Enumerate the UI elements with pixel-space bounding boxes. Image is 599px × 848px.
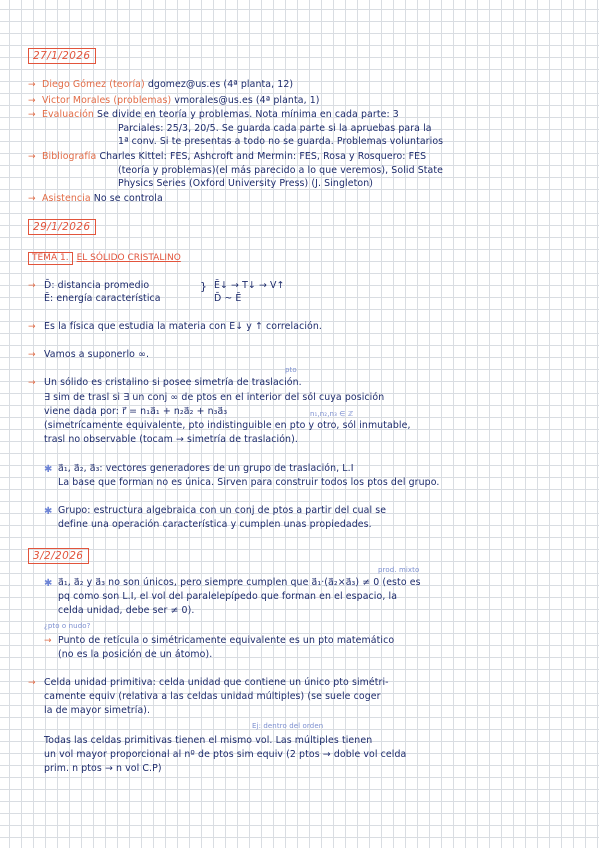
- bibliography-line: (teoría y problemas)(el más parecido a lo que veremos), Solid State: [118, 165, 444, 176]
- arrow-icon: →: [28, 152, 36, 162]
- note-line: Vamos a suponerlo ∞.: [44, 349, 150, 360]
- arrow-icon: →: [28, 96, 36, 106]
- bullet-icon: ✱: [44, 578, 53, 589]
- intro-line: [42, 194, 163, 205]
- arrow-icon: →: [28, 194, 36, 204]
- attendance-text: No se controla: [93, 193, 163, 204]
- evaluation-label: Evaluación: [42, 109, 94, 120]
- date-label: 27/1/2026: [28, 48, 96, 64]
- brace-icon: }: [200, 280, 208, 293]
- note-line: D̄: distancia promedio: [44, 280, 150, 291]
- intro-line: [42, 80, 293, 91]
- teacher-theory-contact: dgomez@us.es (4ª planta, 12): [147, 79, 294, 90]
- note-line: la de mayor simetría).: [44, 705, 151, 716]
- bullet-icon: ✱: [44, 506, 53, 517]
- bibliography-line: Physics Series (Oxford University Press) (J. Singleton): [118, 178, 373, 189]
- intro-line: [42, 152, 426, 163]
- note-line: viene dada por: r⃗ = n₁a⃗₁ + n₂a⃗₂ + n₃a⃗₃: [44, 406, 228, 417]
- annotation: n₁,n₂,n₃ ∈ ℤ: [310, 410, 354, 418]
- note-line: Grupo: estructura algebraica con un conj de ptos a partir del cual se: [58, 505, 387, 516]
- date-label: 3/2/2026: [28, 548, 89, 564]
- evaluation-text: Se divide en teoría y problemas. Nota mínima en cada parte: 3: [97, 109, 399, 120]
- note-line: Ē↓ → T↓ → V↑: [214, 280, 285, 291]
- note-line: Punto de retícula o simétricamente equivalente es un pto matemático: [58, 635, 395, 646]
- note-line: camente equiv (relativa a las celdas unidad múltiples) (se suele coger: [44, 691, 381, 702]
- note-line: a⃗₁, a⃗₂, a⃗₃: vectores generadores de un grupo de traslación, L.I: [58, 463, 354, 474]
- annotation: prod. mixto: [378, 566, 420, 574]
- topic-number: TEMA 1.: [28, 252, 73, 265]
- bibliography-text: Charles Kittel: FES, Ashcroft and Mermin: FES, Rosa y Rosquero: FES: [99, 151, 427, 162]
- topic-heading: [28, 252, 181, 265]
- note-line: D̄ ~ Ē: [214, 293, 242, 304]
- evaluation-line: 1ª conv. Si te presentas a todo no se guarda. Problemas voluntarios: [118, 136, 444, 147]
- intro-line: [42, 96, 320, 107]
- note-line: prim. n ptos → n vol C.P): [44, 763, 162, 774]
- teacher-theory-label: Diego Gómez (teoría): [42, 79, 145, 90]
- note-line: Celda unidad primitiva: celda unidad que contiene un único pto simétri-: [44, 677, 389, 688]
- bullet-icon: ✱: [44, 464, 53, 475]
- note-line: Todas las celdas primitivas tienen el mismo vol. Las múltiples tienen: [44, 735, 373, 746]
- arrow-icon: →: [28, 678, 36, 688]
- annotation: Ej: dentro del orden: [252, 722, 324, 730]
- intro-line: [42, 110, 399, 121]
- note-line: un vol mayor proporcional al nº de ptos sim equiv (2 ptos → doble vol celda: [44, 749, 407, 760]
- annotation: ¿pto o nudo?: [44, 622, 91, 630]
- note-line: La base que forman no es única. Sirven para construir todos los ptos del grupo.: [58, 477, 440, 488]
- bibliography-label: Bibliografía: [42, 151, 97, 162]
- arrow-icon: →: [28, 378, 36, 388]
- note-line: (simetrícamente equivalente, pto indistinguible en pto y otro, sól inmutable,: [44, 420, 411, 431]
- annotation: pto: [285, 366, 297, 374]
- arrow-icon: →: [28, 110, 36, 120]
- note-line: Un sólido es cristalino si posee simetría de traslación.: [44, 377, 302, 388]
- note-line: Ē: energía característica: [44, 293, 161, 304]
- note-line: pq como son L.I, el vol del paralelepípedo que forman en el espacio, la: [58, 591, 398, 602]
- topic-title: EL SÓLIDO CRISTALINO: [76, 253, 181, 263]
- date-label: 29/1/2026: [28, 219, 96, 235]
- note-line: define una operación característica y cumplen unas propiedades.: [58, 519, 372, 530]
- arrow-icon: →: [28, 350, 36, 360]
- arrow-icon: →: [28, 281, 36, 291]
- arrow-icon: →: [44, 636, 52, 646]
- arrow-icon: →: [28, 322, 36, 332]
- teacher-problems-label: Victor Morales (problemas): [42, 95, 172, 106]
- arrow-icon: →: [28, 80, 36, 90]
- note-line: ∃ sim de trasl si ∃ un conj ∞ de ptos en el interior del sól cuya posición: [44, 392, 385, 403]
- note-line: trasl no observable (tocam → simetría de traslación).: [44, 434, 298, 445]
- teacher-problems-contact: vmorales@us.es (4ª planta, 1): [174, 95, 320, 106]
- evaluation-line: Parciales: 25/3, 20/5. Se guarda cada parte si la apruebas para la: [118, 123, 432, 134]
- note-line: (no es la posición de un átomo).: [58, 649, 213, 660]
- note-line: celda unidad, debe ser ≠ 0).: [58, 605, 195, 616]
- note-line: Es la física que estudia la materia con E↓ y ↑ correlación.: [44, 321, 323, 332]
- note-line: a⃗₁, a⃗₂ y a⃗₃ no son únicos, pero siempre cumplen que a⃗₁·(a⃗₂×a⃗₃) ≠ 0 (esto es: [58, 577, 421, 588]
- attendance-label: Asistencia: [42, 193, 91, 204]
